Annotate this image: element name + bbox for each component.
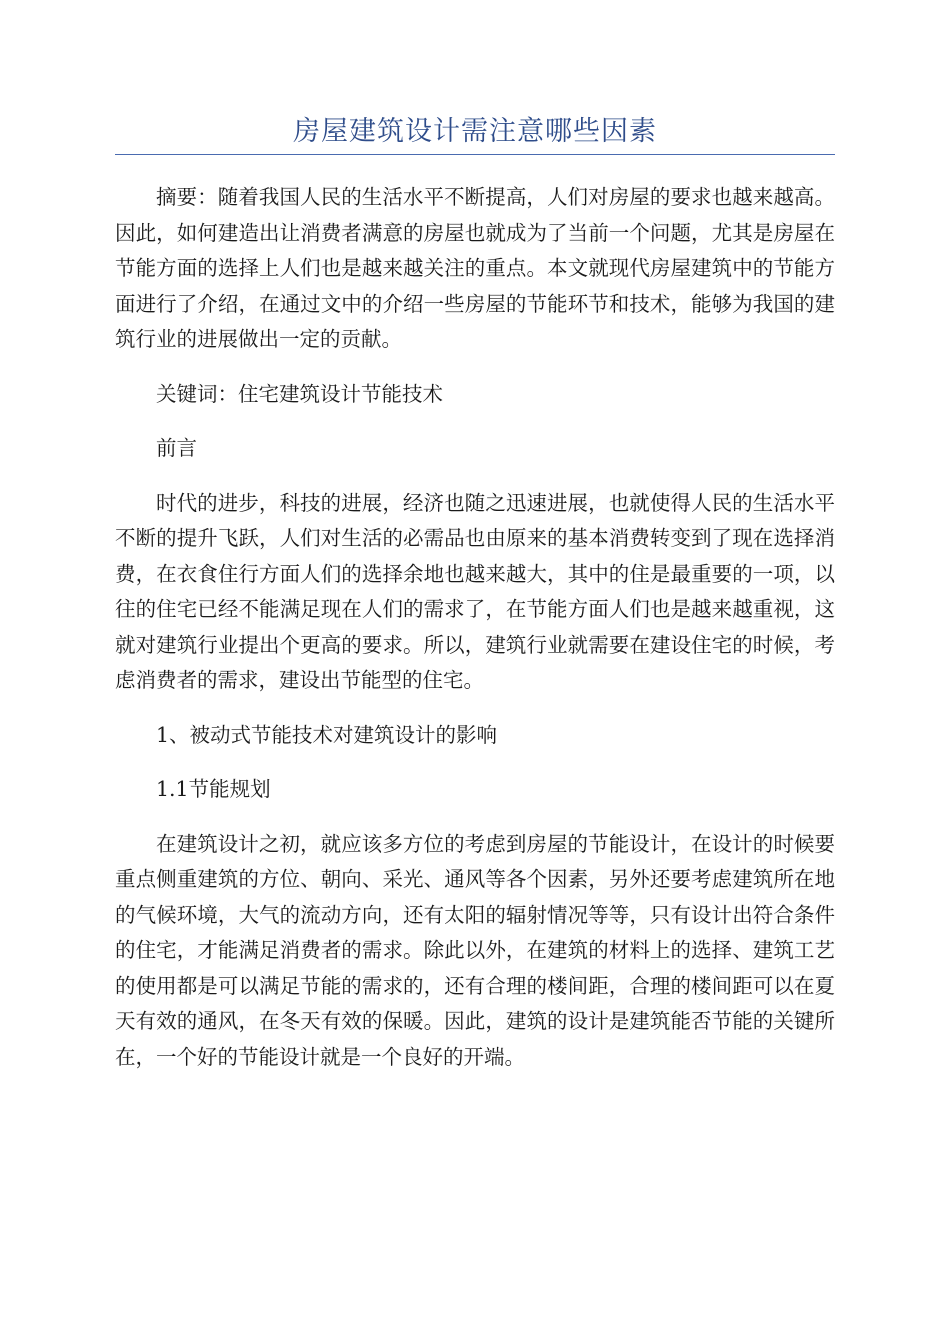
title-underline [115, 154, 835, 155]
section-1-heading: 1、被动式节能技术对建筑设计的影响 [156, 722, 498, 747]
preface-paragraph: 时代的进步，科技的进展，经济也随之迅速进展，也就使得人民的生活水平不断的提升飞跃，人们对生活的必需品也由原来的基本消费转变到了现在选择消费，在衣食住行方面人们的选择余地也越来越大，其中的住是最重要的一项，以往的住宅已经不能满足现在人们的需求了，在节能方面人们也是越来越重视，这就对建筑行业提出个更高的要求。所以，建筑行业就需要在建设住宅的时候，考虑消费者的需求，建设出节能型的住宅。 [115, 490, 835, 692]
document-body [115, 180, 835, 1094]
section-1-1-paragraph: 在建筑设计之初，就应该多方位的考虑到房屋的节能设计，在设计的时候要重点侧重建筑的方位、朝向、采光、通风等各个因素，另外还要考虑建筑所在地的气候环境，大气的流动方向，还有太阳的辐射情况等等，只有设计出符合条件的住宅，才能满足消费者的需求。除此以外，在建筑的材料上的选择、建筑工艺的使用都是可以满足节能的需求的，还有合理的楼间距，合理的楼间距可以在夏天有效的通风，在冬天有效的保暖。因此，建筑的设计是建筑能否节能的关键所在，一个好的节能设计就是一个良好的开端。 [115, 831, 835, 1069]
document-title: 房屋建筑设计需注意哪些因素 [293, 116, 657, 147]
abstract-paragraph: 摘要：随着我国人民的生活水平不断提高，人们对房屋的要求也越来越高。因此，如何建造出让消费者满意的房屋也就成为了当前一个问题，尤其是房屋在节能方面的选择上人们也是越来越关注的重点。本文就现代房屋建筑中的节能方面进行了介绍，在通过文中的介绍一些房屋的节能环节和技术，能够为我国的建筑行业的进展做出一定的贡献。 [115, 185, 835, 351]
section-1-1-heading: 1.1节能规划 [156, 777, 271, 801]
preface-heading: 前言 [156, 436, 197, 460]
keywords-line: 关键词：住宅建筑设计节能技术 [156, 381, 443, 406]
